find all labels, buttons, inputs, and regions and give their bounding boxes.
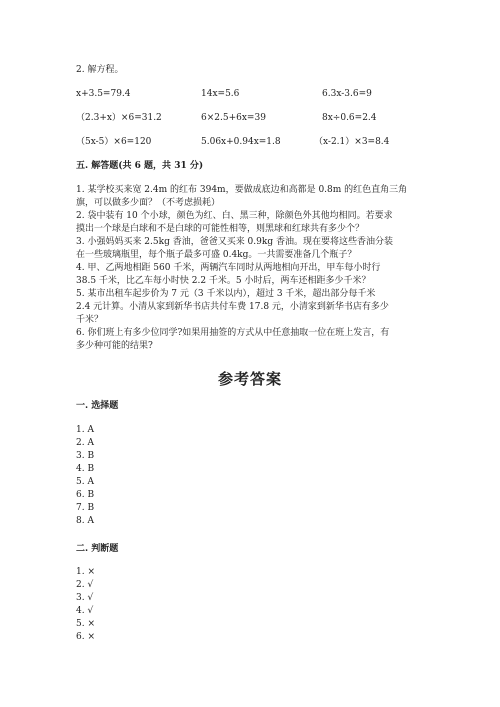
problem-line: 千米？ — [76, 315, 104, 325]
problem-line: 6. 你们班上有多少位同学?如果用抽签的方式从中任意抽取一位在班上发言，有 — [76, 328, 390, 338]
problem-list — [76, 184, 432, 353]
problem-line: 38.5 千米，比乙车每小时快 2.2 千米。5 小时后，两车还相距多少千米？ — [76, 276, 371, 286]
list-item: 8. A — [76, 516, 94, 526]
list-item: 1. A — [76, 425, 94, 435]
equation-2-2: 6×2.5+6x=39 — [201, 113, 266, 123]
list-item: 5. A — [76, 477, 94, 487]
equation-3-1: （5x-5）×6=120 — [76, 137, 152, 147]
equation-3-3: （x-2.1）×3=8.4 — [314, 137, 390, 147]
equation-2-3: 8x÷0.6=2.4 — [322, 113, 377, 123]
problem-line: 多少种可能的结果? — [76, 341, 153, 351]
problem-line: 3. 小强妈妈买来 2.5kg 香油，爸爸又买来 0.9kg 香油。现在要将这些香油分装 — [76, 237, 393, 247]
list-item: 3. B — [76, 451, 95, 461]
list-item: 4. √ — [76, 606, 94, 616]
problem-line: 4. 甲、乙两地相距 560 千米，两辆汽车同时从两地相向开出，甲车每小时行 — [76, 263, 381, 273]
answers-title: 参考答案 — [217, 370, 282, 388]
equation-3-2: 5.06x+0.94x=1.8 — [201, 137, 281, 147]
list-item: 2. A — [76, 438, 94, 448]
equation-1-1: x+3.5=79.4 — [76, 89, 131, 99]
problem-line: 旗，可以做多少面？（不考虑损耗） — [76, 198, 221, 208]
judge-answer-list — [76, 566, 95, 644]
list-item: 4. B — [76, 464, 95, 474]
judge-heading: 二. 判断题 — [76, 544, 119, 554]
problem-line: 在一些玻璃瓶里，每个瓶子最多可盛 0.4kg。一共需要准备几个瓶子？ — [76, 250, 357, 260]
problem-line: 2. 袋中装有 10 个小球，颜色为红、白、黑三种，除颜色外其他均相同。若要求 — [76, 211, 393, 221]
list-item: 7. B — [76, 503, 95, 513]
problem-line: 2.4 元计算。小清从家到新华书店共付车费 17.8 元，小清家到新华书店有多少 — [76, 302, 389, 312]
list-item: 1. × — [76, 567, 95, 577]
list-item: 3. √ — [76, 593, 94, 603]
list-item: 5. × — [76, 619, 95, 629]
problem-line: 1. 某学校买来宽 2.4m 的红布 394m，要做成底边和高都是 0.8m 的红色直角三角 — [76, 185, 408, 195]
list-item: 6. × — [76, 632, 95, 642]
choice-answer-list — [76, 424, 94, 528]
problem-line: 5. 某市出租车起步价为 7 元（3 千米以内），超过 3 千米，超出部分每千米 — [76, 289, 376, 299]
equation-1-3: 6.3x-3.6=9 — [322, 89, 372, 99]
list-item: 6. B — [76, 490, 95, 500]
choice-heading: 一. 选择题 — [76, 401, 119, 411]
list-item: 2. √ — [76, 580, 94, 590]
solve-heading: 2. 解方程。 — [76, 65, 124, 75]
section-5-heading: 五. 解答题(共 6 题，共 31 分) — [76, 161, 204, 171]
equation-2-1: （2.3+x）×6=31.2 — [76, 113, 162, 123]
equation-1-2: 14x=5.6 — [201, 89, 240, 99]
problem-line: 摸出一个球是白球和不是白球的可能性相等，则黑球和红球共有多少个？ — [76, 224, 365, 234]
